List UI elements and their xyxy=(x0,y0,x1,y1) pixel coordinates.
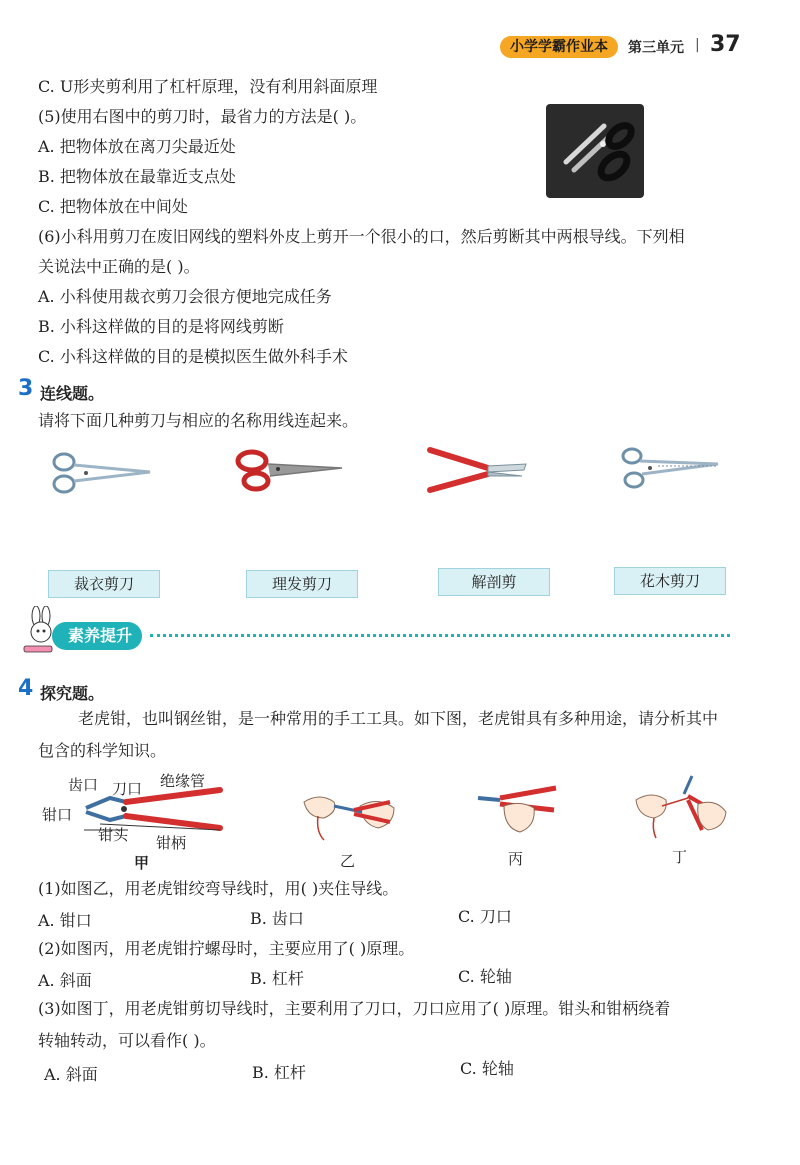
label-qiankou: 钳口 xyxy=(42,806,73,824)
brand-badge: 小学学霸作业本 xyxy=(500,36,618,58)
scissors-photo xyxy=(546,104,644,198)
q3-number: 3 xyxy=(18,376,34,401)
q3-instruction: 请将下面几种剪刀与相应的名称用线连起来。 xyxy=(38,411,359,430)
page-number: 37 xyxy=(710,32,741,57)
banner-dotted-line xyxy=(150,634,730,637)
figure-yi-hands-bending-wire xyxy=(294,772,404,846)
q4-sub3-stem-line1: (3)如图丁，用老虎钳剪切导线时，主要利用了刀口，刀口应用了( )原理。钳头和钳柄绕着 xyxy=(38,999,671,1018)
scissors-pruning-icon xyxy=(426,440,531,504)
label-qiantou: 钳头 xyxy=(98,826,129,844)
q4-sub2-option-b: B. 杠杆 xyxy=(250,969,304,988)
q4-sub3-stem-line2: 转轴转动，可以看作( )。 xyxy=(38,1031,216,1050)
label-daokou: 刀口 xyxy=(112,780,143,798)
q6-stem-line2: 关说法中正确的是( )。 xyxy=(38,257,200,276)
section-banner: 素养提升 xyxy=(52,622,142,650)
label-jueyuanguan: 绝缘管 xyxy=(160,772,206,790)
q4-sub1-option-b: B. 齿口 xyxy=(250,909,304,928)
option-c-previous: C. U形夹剪利用了杠杆原理，没有利用斜面原理 xyxy=(38,77,378,96)
q4-sub1-option-a: A. 钳口 xyxy=(38,911,92,930)
q4-sub2-option-a: A. 斜面 xyxy=(38,971,92,990)
caption-bing: 丙 xyxy=(508,850,524,868)
q4-sub3-option-a: A. 斜面 xyxy=(44,1065,98,1084)
scissors-dissecting-icon xyxy=(618,444,723,498)
name-box-3[interactable]: 解剖剪 xyxy=(438,568,550,596)
header-separator: | xyxy=(695,37,700,53)
q3-title: 连线题。 xyxy=(40,384,105,403)
q4-sub3-option-b: B. 杠杆 xyxy=(252,1063,306,1082)
q6-stem-line1: (6)小科用剪刀在废旧网线的塑料外皮上剪开一个很小的口，然后剪断其中两根导线。下列相 xyxy=(38,227,685,246)
q4-sub2-option-c: C. 轮轴 xyxy=(458,967,512,986)
q5-option-a: A. 把物体放在离刀尖最近处 xyxy=(38,137,236,156)
figure-bing-turning-nut xyxy=(474,778,564,842)
figure-ding-cutting-wire xyxy=(632,770,732,844)
q4-intro-line2: 包含的科学知识。 xyxy=(38,741,167,760)
q4-intro-line1: 老虎钳，也叫钢丝钳，是一种常用的手工工具。如下图，老虎钳具有多种用途，请分析其中 xyxy=(78,709,719,728)
caption-ding: 丁 xyxy=(672,848,688,866)
q4-sub1-option-c: C. 刀口 xyxy=(458,907,512,926)
unit-label: 第三单元 xyxy=(628,40,684,56)
q4-sub1-stem: (1)如图乙，用老虎钳绞弯导线时，用( )夹住导线。 xyxy=(38,879,399,898)
caption-yi: 乙 xyxy=(340,852,356,870)
q6-option-b: B. 小科这样做的目的是将网线剪断 xyxy=(38,317,284,336)
q6-option-c: C. 小科这样做的目的是模拟医生做外科手术 xyxy=(38,347,348,366)
scissors-tailoring-icon xyxy=(50,448,160,502)
label-chikou: 齿口 xyxy=(68,776,99,794)
q5-stem: (5)使用右图中的剪刀时，最省力的方法是( )。 xyxy=(38,107,367,126)
name-box-4[interactable]: 花木剪刀 xyxy=(614,567,726,595)
name-box-1[interactable]: 裁衣剪刀 xyxy=(48,570,160,598)
q6-option-a: A. 小科使用裁衣剪刀会很方便地完成任务 xyxy=(38,287,332,306)
label-qianbing: 钳柄 xyxy=(156,834,187,852)
name-box-2[interactable]: 理发剪刀 xyxy=(246,570,358,598)
caption-jia: 甲 xyxy=(134,854,150,872)
q4-sub2-stem: (2)如图丙，用老虎钳拧螺母时，主要应用了( )原理。 xyxy=(38,939,415,958)
q4-sub3-option-c: C. 轮轴 xyxy=(460,1059,514,1078)
q5-option-b: B. 把物体放在最靠近支点处 xyxy=(38,167,236,186)
q4-number: 4 xyxy=(18,676,34,701)
scissors-hairdressing-icon xyxy=(232,446,347,500)
q4-title: 探究题。 xyxy=(40,684,105,703)
q5-option-c: C. 把物体放在中间处 xyxy=(38,197,188,216)
